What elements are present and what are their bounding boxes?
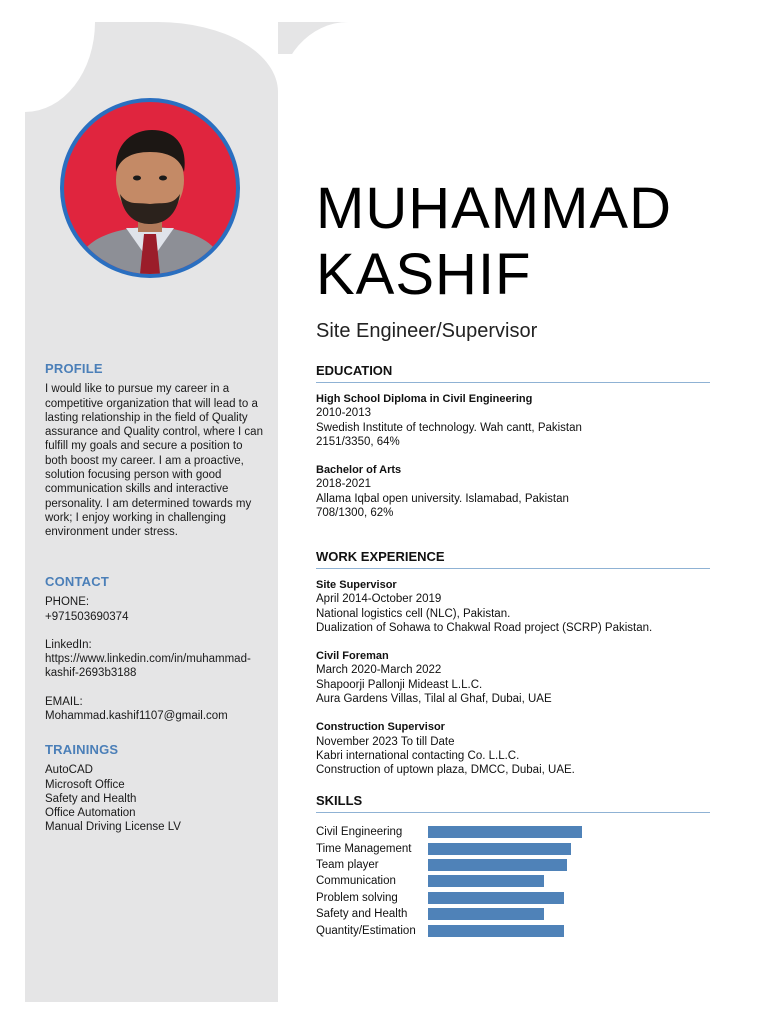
profile-photo-frame: [60, 98, 240, 278]
name-line-1: MUHAMMAD: [316, 176, 672, 241]
experience-title: Construction Supervisor: [316, 721, 445, 734]
skills-list: [316, 824, 710, 939]
contact-section: [45, 575, 265, 737]
trainings-heading: TRAININGS: [45, 742, 119, 757]
experience-section: [316, 549, 710, 792]
education-years: 2018-2021: [316, 478, 371, 491]
skill-bar: [428, 908, 544, 920]
skill-bar: [428, 892, 564, 904]
education-entry: [316, 463, 710, 520]
email-label: EMAIL:: [45, 695, 83, 708]
skill-row: [316, 824, 710, 840]
linkedin-block: [45, 638, 265, 681]
phone-number[interactable]: +971503690374: [45, 610, 129, 623]
skill-label: Quantity/Estimation: [316, 924, 416, 937]
email-address[interactable]: Mohammad.kashif1107@gmail.com: [45, 710, 228, 723]
skill-label: Problem solving: [316, 891, 398, 904]
phone-block: [45, 595, 265, 624]
experience-company: National logistics cell (NLC), Pakistan.: [316, 607, 511, 620]
education-section: [316, 363, 710, 534]
education-result: 708/1300, 62%: [316, 507, 394, 520]
experience-period: April 2014-October 2019: [316, 593, 442, 606]
experience-project: Aura Gardens Villas, Tilal al Ghaf, Dubai, UAE: [316, 693, 552, 706]
skill-row: [316, 873, 710, 889]
job-title: Site Engineer/Supervisor: [316, 320, 538, 342]
name-line-2: KASHIF: [316, 242, 532, 307]
training-item: Office Automation: [45, 807, 136, 820]
experience-company: Shapoorji Pallonji Mideast L.L.C.: [316, 678, 483, 691]
skills-heading: SKILLS: [316, 793, 710, 813]
skill-bar: [428, 859, 567, 871]
skill-row: [316, 857, 710, 873]
profile-text: I would like to pursue my career in a competitive organization that will lead to a lasting relationship in the field of Quality assurance and Quality control, where I can fulfill my goals and secure a position to both boost my career. I am a proactive, solution focusing person with good communication skills and interactive personality. I am determined towards my work; I enjoy working in challenging environment under stress.: [45, 383, 263, 539]
experience-entry: [316, 649, 710, 706]
experience-title: Site Supervisor: [316, 579, 397, 591]
education-title: Bachelor of Arts: [316, 464, 402, 477]
skills-section: [316, 793, 710, 939]
phone-label: PHONE:: [45, 596, 90, 609]
education-entry: [316, 392, 710, 449]
skill-label: Communication: [316, 875, 396, 888]
skill-row: [316, 840, 710, 856]
trainings-section: [45, 743, 265, 835]
training-item: AutoCAD: [45, 764, 93, 777]
experience-entry: [316, 720, 710, 777]
skill-bar: [428, 843, 571, 855]
experience-company: Kabri international contacting Co. L.L.C.: [316, 749, 520, 762]
linkedin-label: LinkedIn:: [45, 638, 92, 651]
education-heading: EDUCATION: [316, 363, 710, 383]
portrait-illustration: [64, 102, 236, 274]
skill-label: Civil Engineering: [316, 826, 403, 839]
profile-photo: [64, 102, 236, 274]
skill-bar: [428, 925, 564, 937]
top-right-notch: [743, 22, 768, 54]
training-item: Safety and Health: [45, 792, 137, 805]
contact-heading: CONTACT: [45, 574, 109, 589]
experience-title: Civil Foreman: [316, 650, 389, 663]
education-result: 2151/3350, 64%: [316, 435, 400, 448]
experience-project: Construction of uptown plaza, DMCC, Dubai, UAE.: [316, 764, 575, 777]
experience-period: March 2020-March 2022: [316, 664, 442, 677]
skill-label: Safety and Health: [316, 908, 408, 921]
profile-section: [45, 362, 265, 540]
education-institution: Allama Iqbal open university. Islamabad, Pakistan: [316, 492, 569, 505]
skill-row: [316, 890, 710, 906]
experience-project: Dualization of Sohawa to Chakwal Road project (SCRP) Pakistan.: [316, 621, 653, 634]
experience-period: November 2023 To till Date: [316, 735, 455, 748]
candidate-name: [316, 176, 672, 308]
education-title: High School Diploma in Civil Engineering: [316, 393, 533, 405]
education-years: 2010-2013: [316, 407, 371, 420]
linkedin-link[interactable]: https://www.linkedin.com/in/muhammad-kashif-2693b3188: [45, 653, 251, 680]
training-item: Manual Driving License LV: [45, 821, 181, 834]
skill-label: Team player: [316, 858, 379, 871]
skill-bar: [428, 875, 544, 887]
skill-row: [316, 922, 710, 938]
skill-row: [316, 906, 710, 922]
profile-heading: PROFILE: [45, 361, 103, 376]
education-institution: Swedish Institute of technology. Wah cantt, Pakistan: [316, 421, 582, 434]
skill-label: Time Management: [316, 842, 412, 855]
experience-heading: WORK EXPERIENCE: [316, 549, 710, 569]
skill-bar: [428, 826, 582, 838]
email-block: [45, 695, 265, 724]
training-item: Microsoft Office: [45, 778, 125, 791]
experience-entry: [316, 578, 710, 635]
